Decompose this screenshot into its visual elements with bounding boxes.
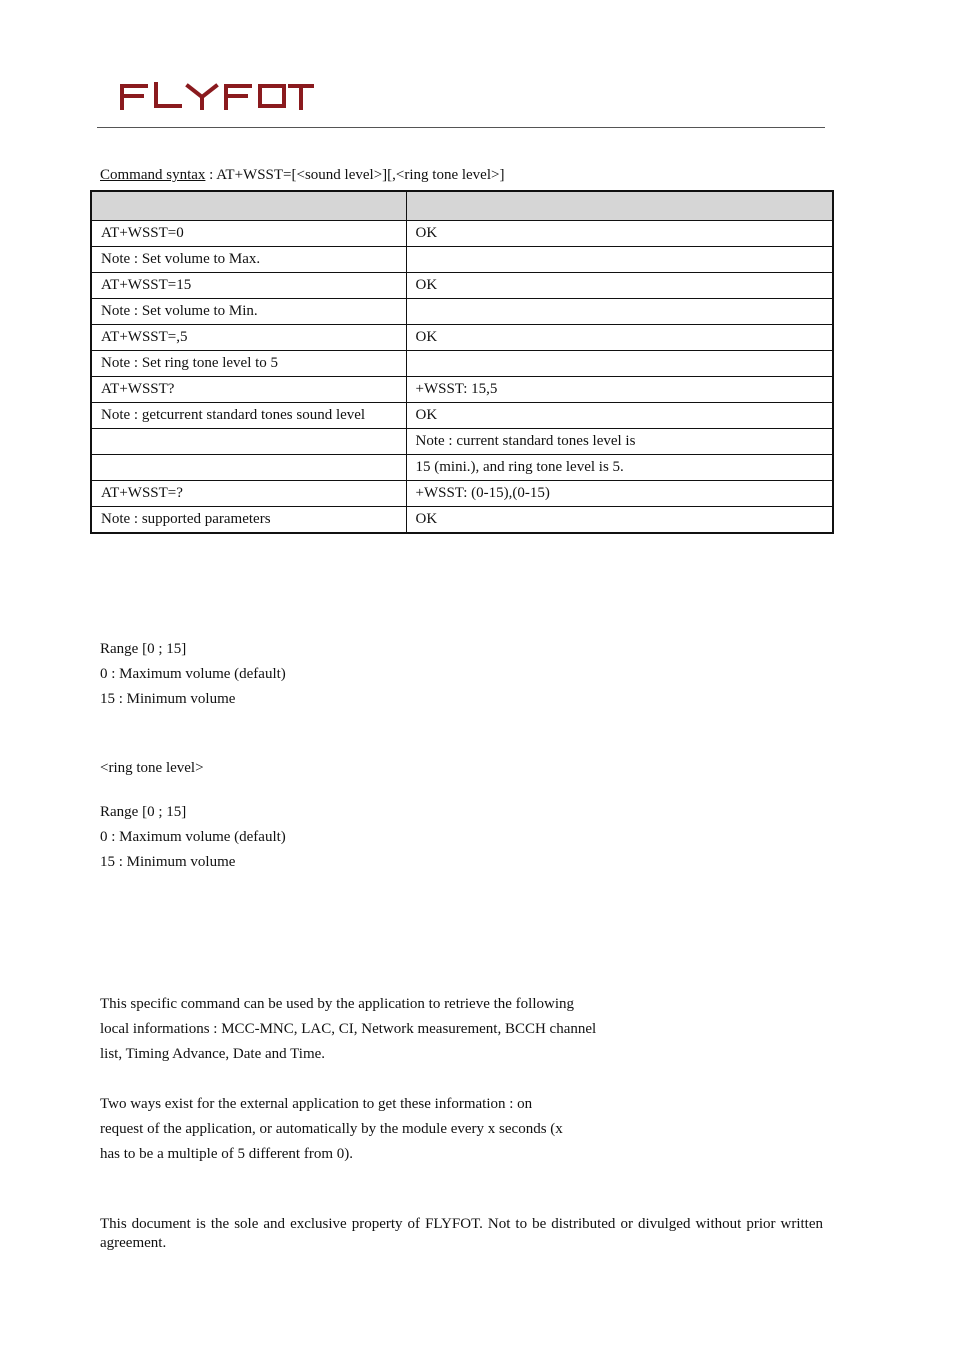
table-row <box>91 273 833 299</box>
table-cell-response: +WSST: (0-15),(0-15) <box>406 481 833 507</box>
command-response-table <box>90 190 834 534</box>
table-cell-command: Note : getcurrent standard tones sound level <box>91 403 406 429</box>
table-cell-response <box>406 299 833 325</box>
sound-level-max: 0 : Maximum volume (default) <box>100 666 286 682</box>
paragraph-line: Two ways exist for the external application to get these information : on <box>100 1096 533 1112</box>
table-cell-command: Note : supported parameters <box>91 507 406 534</box>
table-cell-response: OK <box>406 507 833 534</box>
table-cell-command: Note : Set ring tone level to 5 <box>91 351 406 377</box>
table-row <box>91 377 833 403</box>
header-rule <box>97 127 825 128</box>
ring-tone-level-max: 0 : Maximum volume (default) <box>100 829 286 845</box>
flyfot-logo <box>118 80 314 112</box>
ring-tone-level-min: 15 : Minimum volume <box>100 854 236 870</box>
table-row <box>91 325 833 351</box>
paragraph-line: has to be a multiple of 5 different from 0). <box>100 1146 353 1162</box>
table-row <box>91 455 833 481</box>
table-cell-command: AT+WSST=15 <box>91 273 406 299</box>
table-cell-response: OK <box>406 273 833 299</box>
paragraph-line: list, Timing Advance, Date and Time. <box>100 1046 326 1062</box>
table-cell-response <box>406 351 833 377</box>
table-cell-response: OK <box>406 403 833 429</box>
table-cell-response: +WSST: 15,5 <box>406 377 833 403</box>
sound-level-values <box>100 637 286 712</box>
table-cell-command: Note : Set volume to Min. <box>91 299 406 325</box>
table-cell-response: OK <box>406 221 833 247</box>
command-syntax <box>100 167 504 184</box>
table-row <box>91 247 833 273</box>
table-cell-response: Note : current standard tones level is <box>406 429 833 455</box>
paragraph-line: This specific command can be used by the application to retrieve the following <box>100 996 575 1012</box>
table-row <box>91 507 833 534</box>
header-command <box>91 191 406 221</box>
sound-level-range: Range [0 ; 15] <box>100 641 187 657</box>
footer-disclaimer: This document is the sole and exclusive property of FLYFOT. Not to be distributed or divulged without prior written agreement. <box>100 1216 823 1251</box>
ring-tone-level-heading: <ring tone level> <box>100 760 204 776</box>
table-cell-command <box>91 455 406 481</box>
table-header-row <box>91 191 833 221</box>
command-syntax-value: : AT+WSST=[<sound level>][,<ring tone level>] <box>205 167 505 183</box>
table-row <box>91 403 833 429</box>
table-cell-response: 15 (mini.), and ring tone level is 5. <box>406 455 833 481</box>
ring-tone-level-range: Range [0 ; 15] <box>100 804 187 820</box>
header-response <box>406 191 833 221</box>
table-cell-command: AT+WSST=,5 <box>91 325 406 351</box>
ring-tone-level-title <box>100 756 204 781</box>
paragraph-line: local informations : MCC-MNC, LAC, CI, Network measurement, BCCH channel <box>100 1021 597 1037</box>
table-cell-command: AT+WSST=0 <box>91 221 406 247</box>
table-cell-command: AT+WSST=? <box>91 481 406 507</box>
table-cell-command: AT+WSST? <box>91 377 406 403</box>
ring-tone-level-values <box>100 800 286 875</box>
command-syntax-label: Command syntax <box>100 167 206 183</box>
table-row <box>91 481 833 507</box>
table-cell-command <box>91 429 406 455</box>
table-row <box>91 351 833 377</box>
paragraph-line: request of the application, or automatically by the module every x seconds (x <box>100 1121 563 1137</box>
description-paragraph-1 <box>100 992 596 1067</box>
table-cell-response: OK <box>406 325 833 351</box>
table-cell-response <box>406 247 833 273</box>
table-row <box>91 429 833 455</box>
table-cell-command: Note : Set volume to Max. <box>91 247 406 273</box>
sound-level-min: 15 : Minimum volume <box>100 691 236 707</box>
description-paragraph-2 <box>100 1092 563 1167</box>
table-row <box>91 299 833 325</box>
table-row <box>91 221 833 247</box>
